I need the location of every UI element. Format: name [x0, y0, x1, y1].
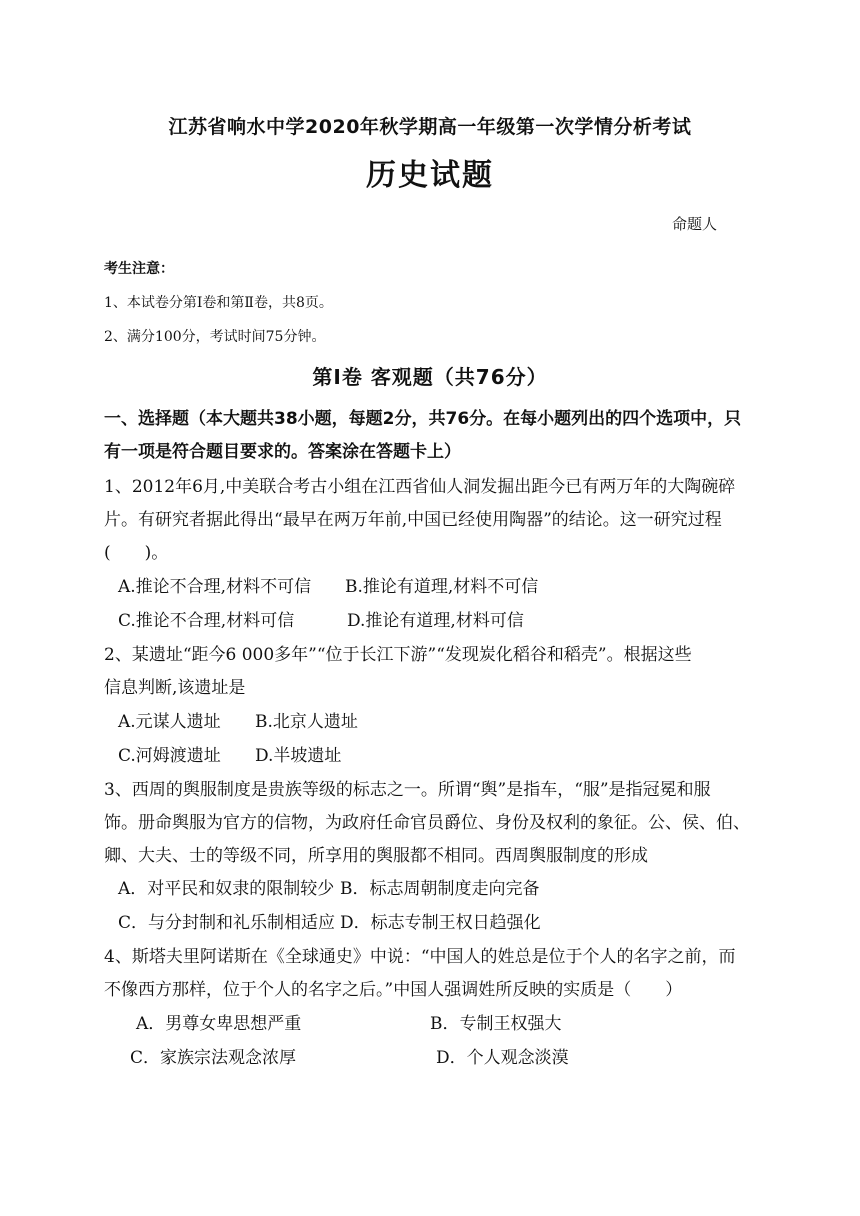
question-4-option-a: A．男尊女卑思想严重: [136, 1014, 302, 1034]
question-1-text-line: 片。有研究者据此得出“最早在两万年前,中国已经使用陶器”的结论。这一研究过程: [104, 510, 722, 530]
question-3-option-c: C．与分封制和礼乐制相适应: [118, 913, 336, 933]
question-1-option-c: C.推论不合理,材料可信: [118, 611, 295, 631]
question-2-option-b: B.北京人遗址: [255, 712, 358, 732]
question-3-text-line: 饰。册命舆服为官方的信物，为政府任命官员爵位、身份及权利的象征。公、侯、伯、: [104, 813, 750, 833]
question-4-option-c: C．家族宗法观念浓厚: [130, 1048, 297, 1068]
section-instructions-line: 一、选择题（本大题共38小题，每题2分，共76分。在每小题列出的四个选项中，只: [104, 409, 742, 429]
notice-item: 2、满分100分，考试时间75分钟。: [104, 329, 326, 345]
question-3-text-line: 卿、大夫、士的等级不同，所享用的舆服都不相同。西周舆服制度的形成: [104, 846, 648, 866]
question-1-text-line: 1、2012年6月,中美联合考古小组在江西省仙人洞发掘出距今已有两万年的大陶碗碎: [104, 477, 736, 497]
question-1-text-line: ( )。: [104, 543, 169, 563]
question-2-option-c: C.河姆渡遗址: [118, 746, 221, 766]
section-instructions-line: 有一项是符合题目要求的。答案涂在答题卡上）: [104, 442, 461, 462]
question-2-option-a: A.元谋人遗址: [118, 712, 221, 732]
subject-title: 历史试题: [366, 158, 494, 193]
question-2-text-line: 信息判断,该遗址是: [104, 678, 246, 698]
question-1-option-b: B.推论有道理,材料不可信: [345, 577, 539, 597]
notice-item: 1、本试卷分第Ⅰ卷和第Ⅱ卷，共8页。: [104, 295, 333, 311]
question-3-option-a: A．对平民和奴隶的限制较少: [118, 879, 335, 899]
school-exam-title: 江苏省响水中学2020年秋学期高一年级第一次学情分析考试: [168, 116, 692, 138]
question-4-text-line: 不像西方那样，位于个人的名字之后。”中国人强调姓所反映的实质是（ ）: [104, 980, 683, 1000]
question-1-option-a: A.推论不合理,材料不可信: [118, 577, 312, 597]
question-2-text-line: 2、某遗址“距今6 000多年”“位于长江下游”“发现炭化稻谷和稻壳”。根据这些: [104, 645, 692, 665]
question-3-option-b: B．标志周朝制度走向完备: [340, 879, 540, 899]
question-1-option-d: D.推论有道理,材料可信: [347, 611, 524, 631]
setter-label: 命题人: [672, 215, 718, 233]
question-3-text-line: 3、西周的舆服制度是贵族等级的标志之一。所谓“舆”是指车，“服”是指冠冕和服: [104, 780, 711, 800]
question-4-text-line: 4、斯塔夫里阿诺斯在《全球通史》中说：“中国人的姓总是位于个人的名字之前，而: [104, 947, 736, 967]
notice-title: 考生注意：: [104, 261, 174, 277]
question-4-option-d: D．个人观念淡漠: [436, 1048, 569, 1068]
question-4-option-b: B．专制王权强大: [430, 1014, 562, 1034]
question-2-option-d: D.半坡遗址: [255, 746, 342, 766]
question-3-option-d: D．标志专制王权日趋强化: [340, 913, 541, 933]
section-title: 第Ⅰ卷 客观题（共76分）: [312, 365, 548, 389]
